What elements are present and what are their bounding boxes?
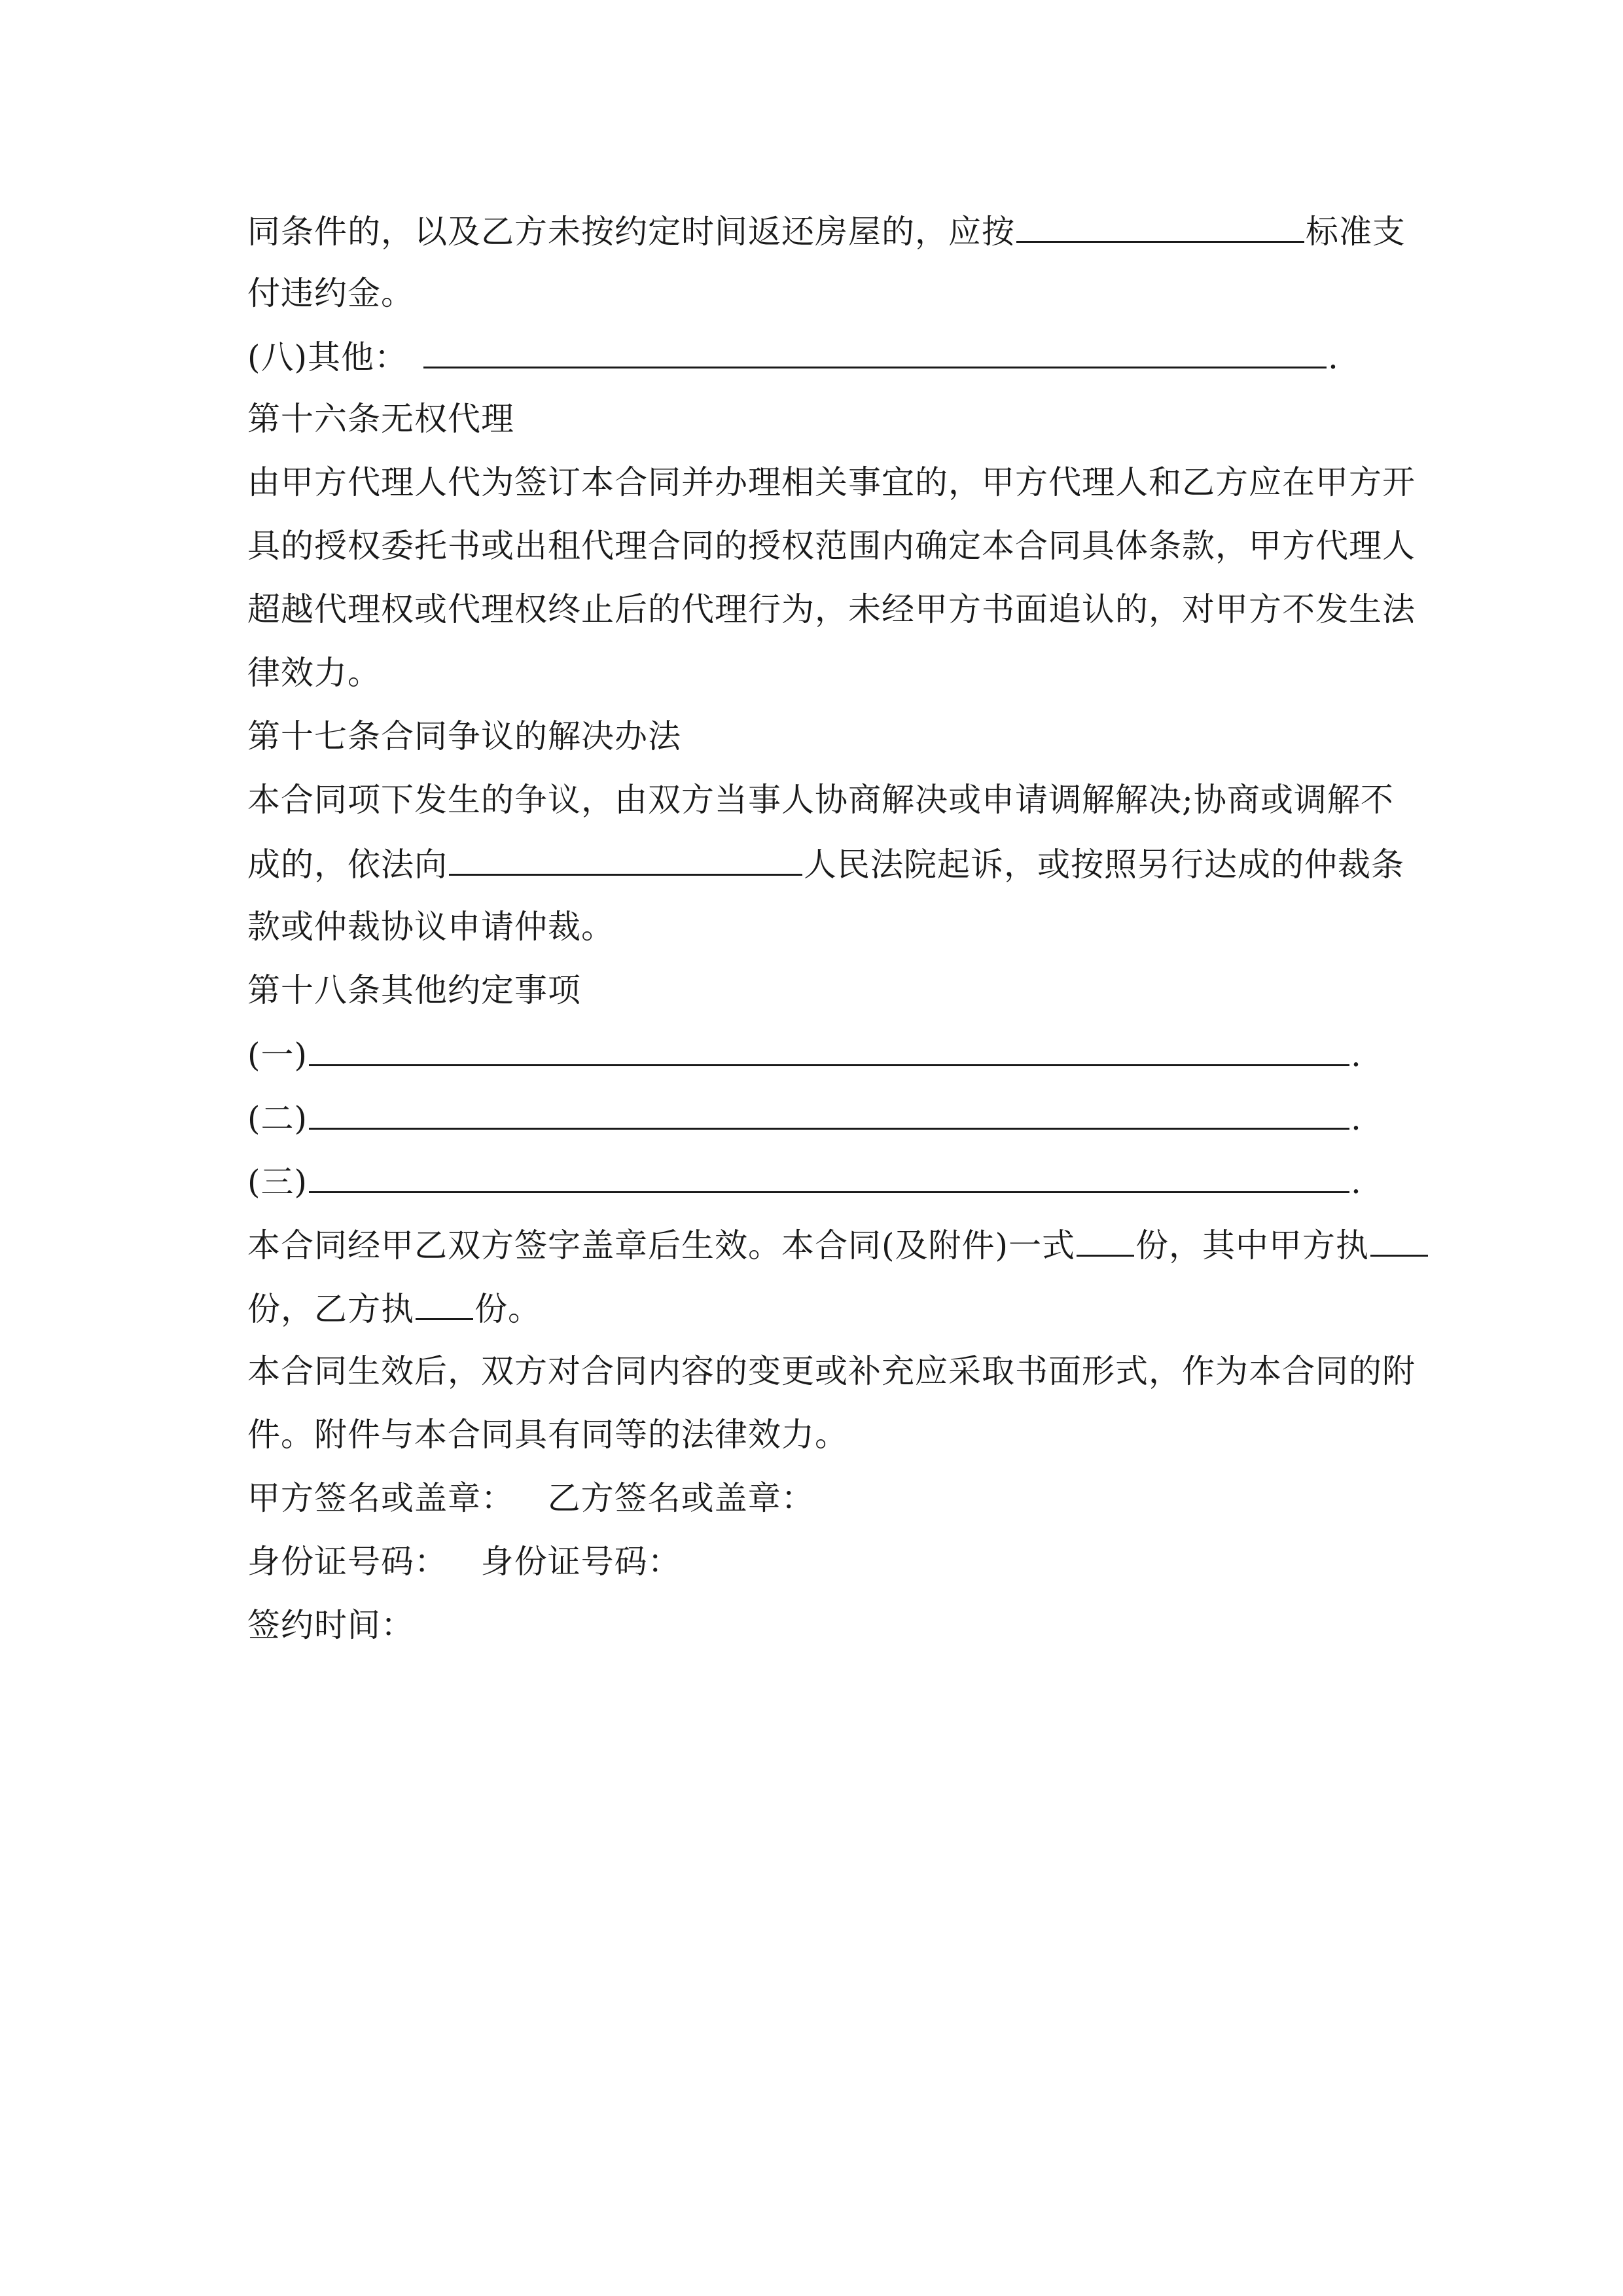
- article-16-paragraph-line: 具的授权委托书或出租代理合同的授权范围内确定本合同具体条款，甲方代理人: [247, 527, 1416, 565]
- article-17-paragraph-line: 款或仲裁协议申请仲裁。: [247, 908, 615, 946]
- copies-text-c: 份，乙方执: [247, 1290, 414, 1328]
- other-clause-blank[interactable]: [423, 330, 1327, 368]
- copies-text-b: 份，其中甲方执: [1135, 1227, 1370, 1265]
- signing-date-line: 签约时间：: [247, 1606, 414, 1644]
- article-18-title: 第十八条其他约定事项: [247, 971, 581, 1009]
- article-16-title: 第十六条无权代理: [247, 400, 514, 438]
- penalty-text-b: 标准支: [1306, 213, 1406, 251]
- other-item-label: (一): [247, 1036, 308, 1074]
- other-clause-label: (八)其他：: [247, 338, 408, 376]
- copies-text-d: 份。: [474, 1290, 541, 1328]
- article-17-title: 第十七条合同争议的解决办法: [247, 717, 681, 755]
- other-item-blank[interactable]: [309, 1028, 1349, 1066]
- court-name-blank[interactable]: [449, 837, 802, 876]
- other-item-blank[interactable]: [309, 1155, 1349, 1193]
- copies-text-a: 本合同经甲乙双方签字盖章后生效。本合同(及附件)一式: [247, 1227, 1076, 1265]
- other-item-blank[interactable]: [309, 1091, 1349, 1130]
- other-item-end: .: [1351, 1036, 1362, 1074]
- party-b-copies-blank[interactable]: [416, 1282, 473, 1320]
- other-item-line: [247, 1028, 1362, 1080]
- other-item-end: .: [1351, 1100, 1362, 1138]
- penalty-standard-blank[interactable]: [1016, 204, 1304, 243]
- id-number-line: 身份证号码： 身份证号码：: [247, 1543, 681, 1581]
- penalty-line-2: 付违约金。: [247, 274, 414, 312]
- article-16-paragraph-line: 律效力。: [247, 654, 381, 692]
- penalty-text-a: 同条件的，以及乙方未按约定时间返还房屋的，应按: [247, 213, 1015, 251]
- court-text-b: 人民法院起诉，或按照另行达成的仲裁条: [804, 846, 1404, 884]
- court-text-a: 成的，依法向: [247, 846, 448, 884]
- court-line: [247, 837, 1404, 889]
- amendment-paragraph-line: 本合同生效后，双方对合同内容的变更或补充应采取书面形式，作为本合同的附: [247, 1352, 1416, 1390]
- copies-line-2: [247, 1282, 541, 1334]
- other-item-label: (二): [247, 1100, 308, 1138]
- contract-page: [247, 0, 1416, 2296]
- article-17-paragraph-line: 本合同项下发生的争议，由双方当事人协商解决或申请调解解决;协商或调解不: [247, 781, 1394, 819]
- article-16-paragraph-line: 由甲方代理人代为签订本合同并办理相关事宜的，甲方代理人和乙方应在甲方开: [247, 463, 1416, 501]
- copies-line: [247, 1218, 1429, 1270]
- other-clause-end: .: [1328, 338, 1339, 376]
- other-item-line: [247, 1155, 1362, 1207]
- other-item-line: [247, 1091, 1362, 1143]
- party-a-copies-blank[interactable]: [1370, 1218, 1428, 1257]
- signature-line: 甲方签名或盖章： 乙方签名或盖章：: [247, 1479, 815, 1517]
- amendment-paragraph-line: 件。附件与本合同具有同等的法律效力。: [247, 1416, 848, 1454]
- penalty-line: [247, 204, 1406, 257]
- other-item-label: (三): [247, 1163, 308, 1201]
- other-item-end: .: [1351, 1163, 1362, 1201]
- other-clause-line: [247, 330, 1339, 382]
- total-copies-blank[interactable]: [1077, 1218, 1134, 1257]
- article-16-paragraph-line: 超越代理权或代理权终止后的代理行为，未经甲方书面追认的，对甲方不发生法: [247, 590, 1416, 628]
